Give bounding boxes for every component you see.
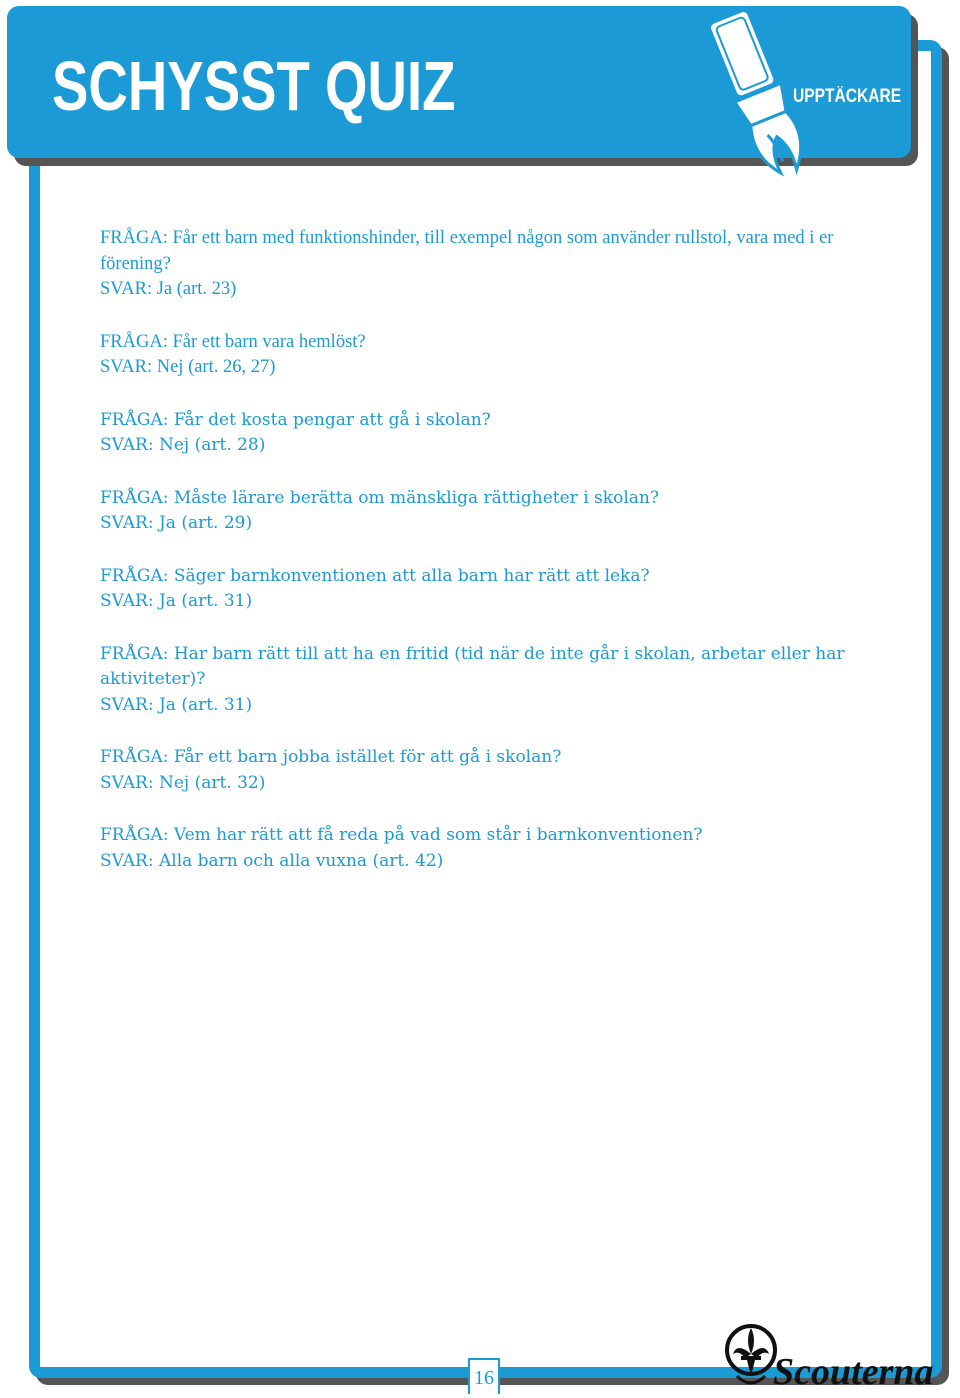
answer-text: SVAR: Ja (art. 31) [100,694,253,715]
question-text: FRÅGA: Säger barnkonventionen att alla barn har rätt att leka? [100,565,650,586]
answer-text: SVAR: Ja (art. 31) [100,591,253,611]
fleur-de-lis-icon [723,1320,779,1392]
question-text: FRÅGA: Har barn rätt till att ha en fritid (tid när de inte går i skolan, arbetar eller har aktiviteter)? [100,643,845,689]
question-text: FRÅGA: Får det kosta pengar att gå i skolan? [100,409,491,430]
question-text: FRÅGA: Får ett barn jobba istället för att gå i skolan? [100,747,562,767]
qa-item [100,564,890,615]
answer-text: SVAR: Nej (art. 28) [100,435,266,455]
qa-item [100,408,890,459]
question-text: FRÅGA: Får ett barn vara hemlöst? [100,331,366,352]
scouterna-logo [723,1320,953,1396]
answer-text: SVAR: Alla barn och alla vuxna (art. 42) [100,850,444,871]
question-text: FRÅGA: Får ett barn med funktionshinder, till exempel någon som använder rullstol, vara med i er förening? [100,228,834,274]
page-number: 16 [468,1358,500,1394]
question-text: FRÅGA: Måste lärare berätta om mänskliga rättigheter i skolan? [100,487,659,508]
qa-item [100,486,890,537]
torch-icon [700,0,820,190]
qa-item [100,642,890,719]
qa-item [100,330,890,381]
answer-text: SVAR: Ja (art. 29) [100,513,253,533]
qa-item [100,823,890,874]
qa-item [100,226,890,303]
qa-item [100,745,890,796]
answer-text: SVAR: Ja (art. 23) [100,279,237,299]
page-title: SCHYSST QUIZ [52,47,456,125]
answer-text: SVAR: Nej (art. 32) [100,772,266,793]
qa-list [100,226,890,901]
question-text: FRÅGA: Vem har rätt att få reda på vad som står i barnkonventionen? [100,825,703,845]
category-label: UPPTÄCKARE [793,86,902,107]
answer-text: SVAR: Nej (art. 26, 27) [100,357,276,377]
brand-name: Scouterna [773,1351,934,1393]
